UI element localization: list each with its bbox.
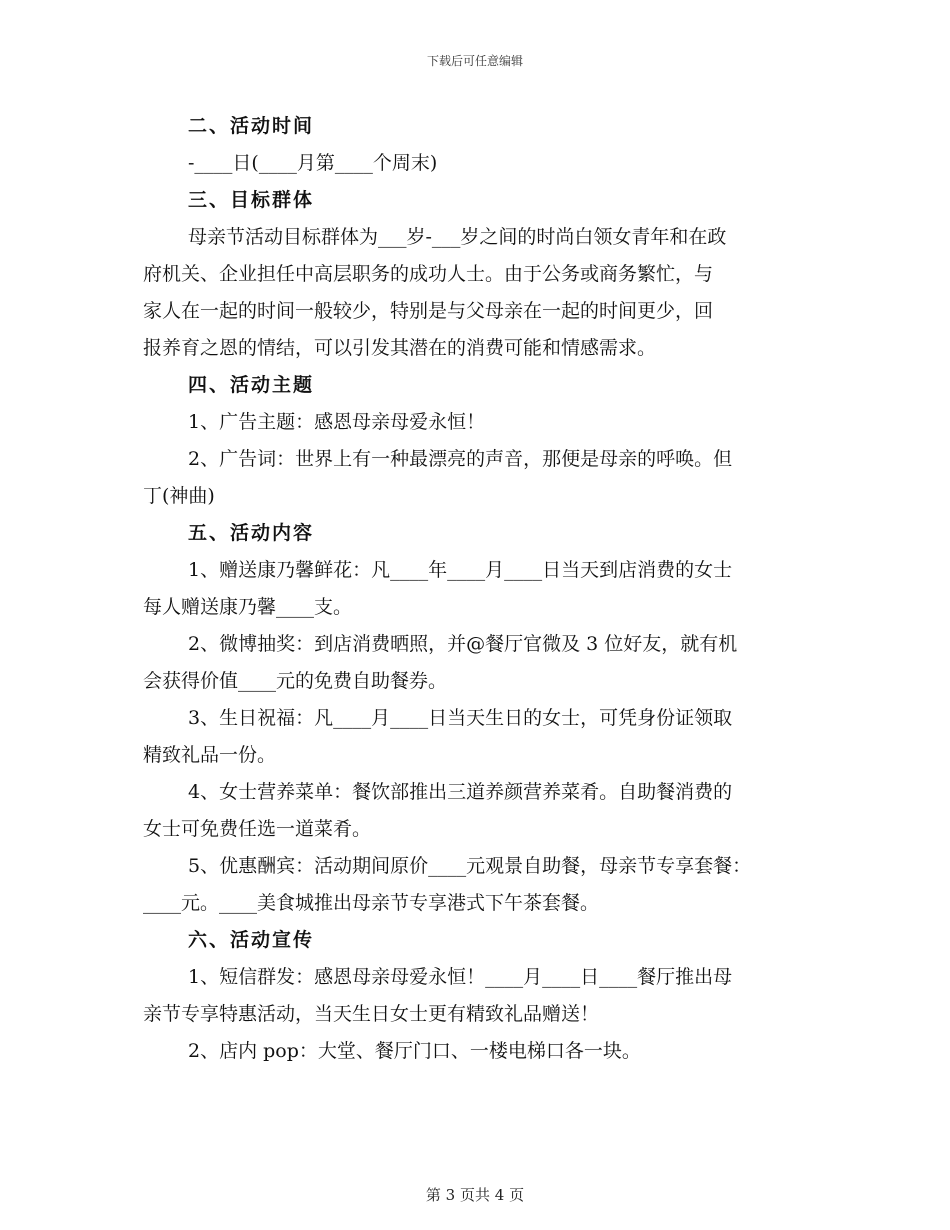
paragraph-line: 亲节专享特惠活动，当天生日女士更有精致礼品赠送！ (143, 1003, 600, 1025)
paragraph-first-line: 5、优惠酬宾：活动期间原价____元观景自助餐，母亲节专享套餐： (188, 855, 752, 877)
paragraph-line: 精致礼品一份。 (143, 744, 277, 766)
section-heading: 五、活动内容 (188, 522, 315, 544)
paragraph-line: ____元。____美食城推出母亲节专享港式下午茶套餐。 (143, 892, 600, 914)
paragraph-first-line: 3、生日祝福：凡____月____日当天生日的女士，可凭身份证领取 (188, 707, 733, 729)
paragraph-line: 报养育之恩的情结，可以引发其潜在的消费可能和情感需求。 (143, 337, 657, 359)
paragraph-line: 女士可免费任选一道菜肴。 (143, 818, 372, 840)
section-heading: 六、活动宣传 (188, 929, 315, 951)
paragraph-line: 会获得价值____元的免费自助餐券。 (143, 670, 448, 692)
paragraph-line: 丁(神曲) (143, 485, 215, 507)
paragraph-first-line: 1、广告主题：感恩母亲母爱永恒！ (188, 411, 486, 433)
paragraph-first-line: 1、短信群发：感恩母亲母爱永恒！____月____日____餐厅推出母 (188, 966, 733, 988)
paragraph-first-line: -____日(____月第____个周末) (188, 152, 438, 174)
paragraph-line: 每人赠送康乃馨____支。 (143, 596, 353, 618)
section-heading: 四、活动主题 (188, 374, 315, 396)
paragraph-line: 家人在一起的时间一般较少，特别是与父母亲在一起的时间更少，回 (143, 300, 714, 322)
paragraph-first-line: 1、赠送康乃馨鲜花：凡____年____月____日当天到店消费的女士 (188, 559, 733, 581)
paragraph-line: 府机关、企业担任中高层职务的成功人士。由于公务或商务繁忙，与 (143, 263, 714, 285)
page-header-note: 下载后可任意编辑 (426, 54, 523, 68)
paragraph-first-line: 4、女士营养菜单：餐饮部推出三道养颜营养菜肴。自助餐消费的 (188, 781, 733, 803)
page-footer-number: 第 3 页共 4 页 (425, 1186, 525, 1204)
paragraph-first-line: 母亲节活动目标群体为___岁-___岁之间的时尚白领女青年和在政 (188, 226, 727, 248)
paragraph-first-line: 2、微博抽奖：到店消费晒照，并@餐厅官微及 3 位好友，就有机 (188, 633, 738, 655)
paragraph-first-line: 2、店内 pop：大堂、餐厅门口、一楼电梯口各一块。 (188, 1040, 641, 1062)
paragraph-first-line: 2、广告词：世界上有一种最漂亮的声音，那便是母亲的呼唤。但 (188, 448, 733, 470)
section-heading: 三、目标群体 (188, 189, 315, 211)
section-heading: 二、活动时间 (188, 115, 315, 137)
document-body (143, 108, 808, 1070)
